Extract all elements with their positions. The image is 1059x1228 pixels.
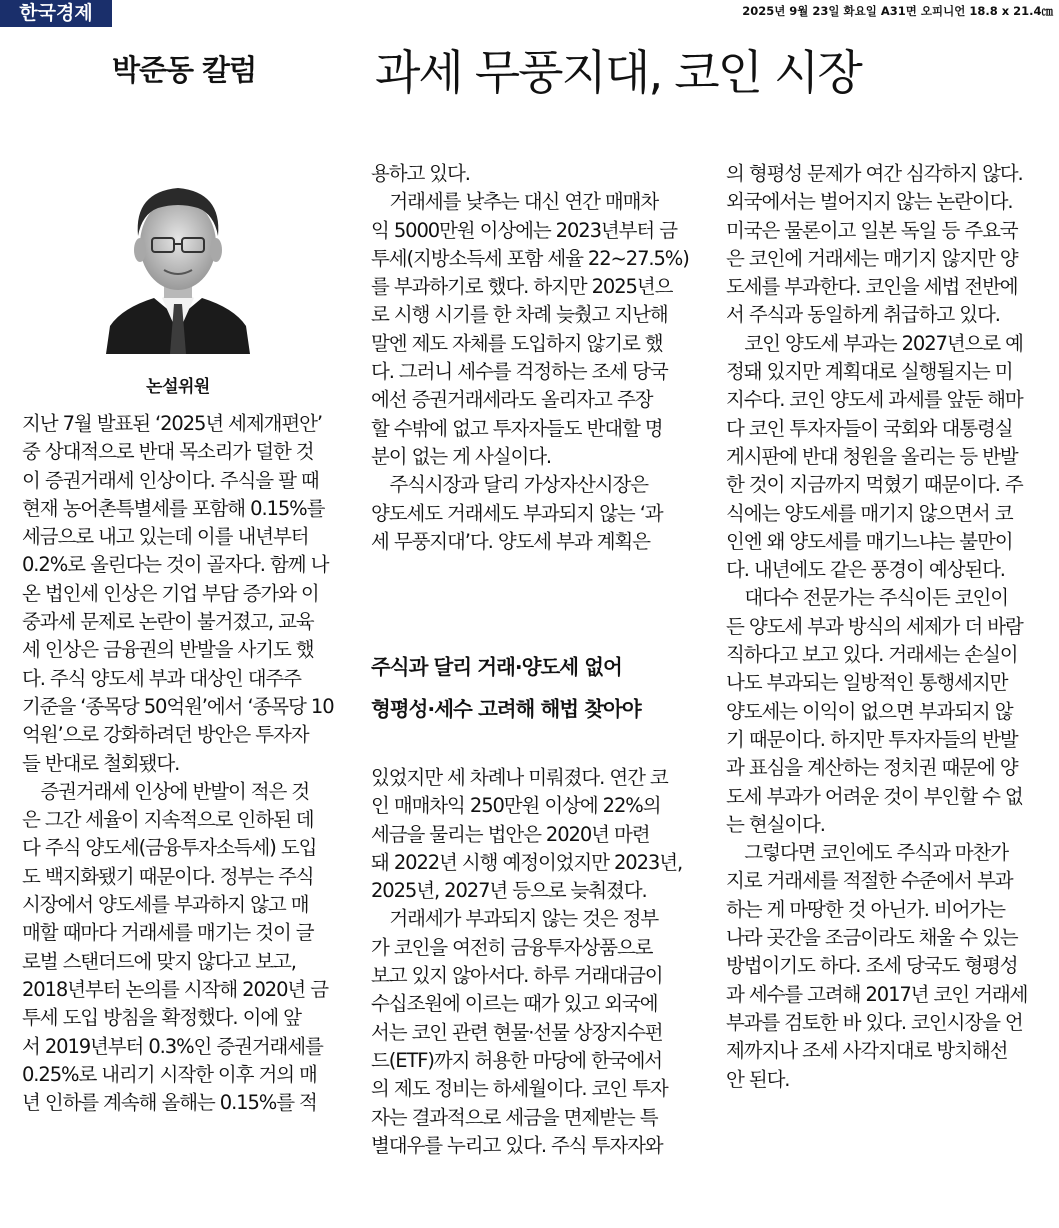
publication-info: 2025년 9월 23일 화요일 A31면 오피니언 18.8 x 21.4㎝	[742, 4, 1053, 18]
text-line: 지수다. 코인 양도세 과세를 앞둔 해마	[726, 388, 1023, 412]
text-line: 의 제도 정비는 하세월이다. 코인 투자	[371, 1077, 668, 1101]
text-line: 년 인하를 계속해 올해는 0.15%를 적	[22, 1091, 317, 1115]
text-line: 제까지나 조세 사각지대로 방치해선	[726, 1039, 1008, 1063]
text-line: 용하고 있다.	[371, 162, 470, 185]
text-line: 나도 부과되는 일방적인 통행세지만	[726, 671, 1008, 695]
text-line: 한 것이 지금까지 먹혔기 때문이다. 주	[726, 473, 1023, 497]
text-line: 다 코인 투자자들이 국회와 대통령실	[726, 416, 1013, 440]
headline: 과세 무풍지대, 코인 시장	[375, 46, 861, 101]
text-line: 그렇다면 코인에도 주식과 마찬가	[726, 841, 1009, 865]
subheadline	[371, 646, 701, 730]
text-line: 가 코인을 여전히 금융투자상품으로	[371, 935, 653, 959]
text-line: 양도세는 이익이 없으면 부과되지 않	[726, 699, 1013, 723]
text-line: 나라 곳간을 조금이라도 채울 수 있는	[726, 926, 1018, 950]
text-line: 시장에서 양도세를 부과하지 않고 매	[22, 893, 309, 917]
text-line: 에선 증권거래세라도 올리자고 주장	[371, 388, 653, 412]
text-line: 인 매매차익 250만원 이상에 22%의	[371, 794, 661, 818]
text-line: 익 5000만원 이상에는 2023년부터 금	[371, 218, 677, 242]
text-line: 다. 그러니 세수를 걱정하는 조세 당국	[371, 360, 668, 384]
text-line: 코인 양도세 부과는 2027년으로 예	[726, 331, 1023, 355]
newspaper-logo: 한국경제	[0, 0, 112, 27]
text-line: 억원’으로 강화하려던 방안은 투자자	[22, 723, 309, 747]
text-line: 보고 있지 않아서다. 하루 거래대금이	[371, 964, 663, 988]
text-line: 대다수 전문가는 주식이든 코인이	[726, 586, 1009, 610]
text-line: 수십조원에 이르는 때가 있고 외국에	[371, 992, 658, 1016]
text-line: 로벌 스탠더드에 맞지 않다고 보고,	[22, 949, 296, 973]
text-line: 부과를 검토한 바 있다. 코인시장을 언	[726, 1010, 1023, 1034]
body-column-2-top	[371, 160, 691, 556]
text-line: 투세 도입 방침을 확정했다. 이에 앞	[22, 1006, 301, 1030]
text-line: 별대우를 누리고 있다. 주식 투자자와	[371, 1133, 663, 1157]
author-photo	[102, 158, 254, 354]
text-line: 투세(지방소득세 포함 세율 22~27.5%)	[371, 246, 689, 270]
text-line: 기준을 ‘종목당 50억원’에서 ‘종목당 10	[22, 694, 334, 718]
author-caption: 논설위원	[146, 377, 210, 397]
text-line: 직하다고 보고 있다. 거래세는 손실이	[726, 643, 1018, 667]
text-line: 은 코인에 거래세는 매기지 않지만 양	[726, 246, 1018, 270]
text-line: 거래세가 부과되지 않는 것은 정부	[371, 907, 659, 931]
text-line: 다 주식 양도세(금융투자소득세) 도입	[22, 836, 317, 860]
text-line: 인엔 왜 양도세를 매기느냐는 불만이	[726, 529, 1013, 553]
text-line: 현재 농어촌특별세를 포함해 0.15%를	[22, 496, 325, 520]
text-line: 은 그간 세율이 지속적으로 인하된 데	[22, 808, 314, 832]
text-line: 드(ETF)까지 허용한 마당에 한국에서	[371, 1048, 663, 1072]
text-line: 도세를 부과한다. 코인을 세법 전반에	[726, 275, 1018, 299]
text-line: 든 양도세 부과 방식의 세제가 더 바람	[726, 614, 1023, 638]
text-line: 0.2%로 올린다는 것이 골자다. 함께 나	[22, 553, 329, 577]
text-line: 2025년, 2027년 등으로 늦춰졌다.	[371, 879, 647, 903]
text-line: 주식시장과 달리 가상자산시장은	[371, 473, 648, 497]
text-line: 세금으로 내고 있는데 이를 내년부터	[22, 525, 309, 549]
text-line: 서 2019년부터 0.3%인 증권거래세를	[22, 1034, 323, 1058]
text-line: 매할 때마다 거래세를 매기는 것이 글	[22, 921, 314, 945]
text-line: 온 법인세 인상은 기업 부담 증가와 이	[22, 581, 319, 605]
text-line: 게시판에 반대 청원을 올리는 등 반발	[726, 444, 1018, 468]
text-line: 식에는 양도세를 매기지 않으면서 코	[726, 501, 1013, 525]
text-line: 도 백지화됐기 때문이다. 정부는 주식	[22, 864, 314, 888]
text-line: 자는 결과적으로 세금을 면제받는 특	[371, 1105, 658, 1129]
text-line: 중 상대적으로 반대 목소리가 덜한 것	[22, 440, 314, 464]
body-column-3	[726, 160, 1046, 1094]
text-line: 중과세 문제로 논란이 불거졌고, 교육	[22, 610, 314, 634]
text-line: 할 수밖에 없고 투자자들도 반대할 명	[371, 416, 663, 440]
text-line: 이 증권거래세 인상이다. 주식을 팔 때	[22, 468, 319, 492]
text-line: 서 주식과 동일하게 취급하고 있다.	[726, 303, 1000, 327]
text-line: 과 표심을 계산하는 정치권 때문에 양	[726, 756, 1018, 780]
text-line: 지난 7월 발표된 ‘2025년 세제개편안’	[22, 412, 322, 435]
text-line: 있었지만 세 차례나 미뤄졌다. 연간 코	[371, 766, 668, 789]
text-line: 지로 거래세를 적절한 수준에서 부과	[726, 869, 1013, 893]
text-line: 과 세수를 고려해 2017년 코인 거래세	[726, 982, 1028, 1006]
text-line: 세금을 물리는 법안은 2020년 마련	[371, 822, 650, 846]
text-line: 미국은 물론이고 일본 독일 등 주요국	[726, 218, 1018, 242]
text-line: 2018년부터 논의를 시작해 2020년 금	[22, 977, 328, 1001]
text-line: 로 시행 시기를 한 차례 늦췄고 지난해	[371, 303, 668, 327]
text-line: 거래세를 낮추는 대신 연간 매매차	[371, 190, 659, 214]
text-line: 돼 2022년 시행 예정이었지만 2023년,	[371, 850, 683, 874]
text-line: 를 부과하기로 했다. 하지만 2025년으	[371, 275, 673, 299]
text-line: 증권거래세 인상에 반발이 적은 것	[22, 779, 310, 803]
text-line: 방법이기도 하다. 조세 당국도 형평성	[726, 954, 1018, 978]
text-line: 세 인상은 금융권의 반발을 사기도 했	[22, 638, 314, 662]
text-line: 안 된다.	[726, 1067, 790, 1091]
body-column-2-bottom	[371, 764, 691, 1160]
text-line: 외국에서는 벌어지지 않는 논란이다.	[726, 190, 1013, 214]
subheadline-line: 형평성·세수 고려해 해법 찾아야	[371, 697, 641, 721]
text-line: 들 반대로 철회됐다.	[22, 751, 180, 775]
body-column-1	[22, 410, 342, 1117]
text-line: 다. 내년에도 같은 풍경이 예상된다.	[726, 558, 1005, 582]
text-line: 하는 게 마땅한 것 아닌가. 비어가는	[726, 897, 1005, 921]
text-line: 도세 부과가 어려운 것이 부인할 수 없	[726, 784, 1023, 808]
text-line: 의 형평성 문제가 여간 심각하지 않다.	[726, 162, 1023, 185]
text-line: 다. 주식 양도세 부과 대상인 대주주	[22, 666, 301, 690]
text-line: 양도세도 거래세도 부과되지 않는 ‘과	[371, 501, 663, 525]
text-line: 말엔 제도 자체를 도입하지 않기로 했	[371, 331, 663, 355]
text-line: 서는 코인 관련 현물·선물 상장지수펀	[371, 1020, 663, 1044]
subheadline-line: 주식과 달리 거래·양도세 없어	[371, 655, 622, 679]
text-line: 는 현실이다.	[726, 812, 825, 836]
text-line: 기 때문이다. 하지만 투자자들의 반발	[726, 727, 1018, 751]
text-line: 세 무풍지대’다. 양도세 부과 계획은	[371, 529, 650, 553]
text-line: 분이 없는 게 사실이다.	[371, 444, 552, 468]
text-line: 정돼 있지만 계획대로 실행될지는 미	[726, 360, 1013, 384]
text-line: 0.25%로 내리기 시작한 이후 거의 매	[22, 1062, 317, 1086]
column-title: 박준동 칼럼	[112, 53, 257, 87]
